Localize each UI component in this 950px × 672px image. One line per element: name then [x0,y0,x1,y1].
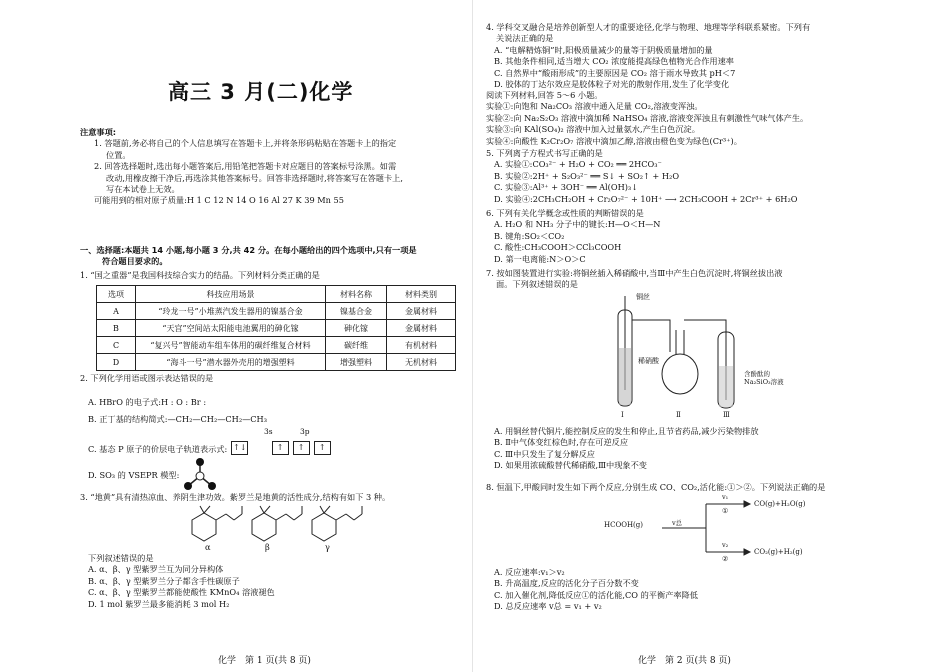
table-row [97,320,456,337]
page-fold [472,0,473,672]
q6-block [486,208,660,265]
q7-line: 7. 按如图装置进行实验:将铜丝插入稀硝酸中,当Ⅲ中产生白色沉淀时,将铜丝拔出液 [486,268,783,278]
q8-product-1: CO(g)+H₂O(g) [754,500,806,508]
q4-line: 4. 学科交叉融合是培养创新型人才的重要途径,化学与物理、地理等学科联系紧密。下列有 [486,22,811,32]
table-header-row [97,286,456,303]
q3-lead: 下列叙述错误的是 [88,553,154,563]
q5-line: A. 实验①:CO₃²⁻ + H₂O + CO₂ ══ 2HCO₃⁻ [494,159,662,170]
reagent-line: 含酚酞的 [744,370,770,378]
q3-option: B. α、β、γ 型紫罗兰分子都含手性碳原子 [88,575,240,586]
q2-option-a: A. HBrO 的电子式:H : O : Br : [88,397,207,407]
table-cell: D [97,354,136,371]
q4-line: B. 其他条件相同,适当增大 CO₂ 浓度能提高绿色植物光合作用速率 [494,56,734,67]
orbital-3s-label: 3s [264,427,273,436]
notice-heading: 注意事项: [80,127,117,137]
reading-line: 实验①:向饱和 Na₂CO₃ 溶液中通入足量 CO₂,溶液变浑浊。 [486,101,703,112]
table-cell: “复兴号”智能动车组车体用的碳纤维复合材料 [136,337,326,354]
q8-stem: 8. 恒温下,甲酸同时发生如下两个反应,分别生成 CO、CO₂,活化能:①＞②。下列说法正确的是 [486,482,826,492]
col-header: 选项 [97,286,136,303]
reading-line: 阅读下列材料,回答 5～6 小题。 [486,90,603,100]
vsepr-model-diagram [180,456,220,492]
page-title: 高三 3 月(二)化学 [168,80,354,104]
orbital-box-3p: ↑ [314,441,331,455]
q4-line: D. 胶体的丁达尔效应是胶体粒子对光的散射作用,发生了化学变化 [494,79,730,90]
q3-options [88,553,275,610]
q4-block [486,22,810,90]
q7-option: C. Ⅲ中只发生了复分解反应 [494,448,595,459]
notice-line: 2. 回答选择题时,选出每小题答案后,用铅笔把答题卡对应题目的答案标号涂黑。如需 [94,161,397,172]
q1-table [96,285,456,371]
reading-line: 实验④:向酸性 K₂Cr₂O₇ 溶液中滴加乙醇,溶液由橙色变为绿色(Cr³⁺)。 [486,135,742,146]
exam-page-1 [0,0,468,672]
notice-line: 位置。 [106,149,131,160]
section-line: 一、选择题:本题共 14 小题,每小题 3 分,共 42 分。在每小题给出的四个选项中,只有一项是 [80,245,417,255]
q2-option-d: D. SO₃ 的 VSEPR 模型: [88,470,180,480]
table-cell: “玲龙一号”小堆蒸汽发生器用的镍基合金 [136,303,326,320]
table-cell: 金属材料 [387,320,456,337]
q8-mark-2: ② [722,555,729,563]
tube-tag-3: Ⅲ [723,411,730,419]
q2-option-b: B. 正丁基的结构简式:—CH₂—CH₂—CH₂—CH₃ [88,414,267,424]
q3-option: A. α、β、γ 型紫罗兰互为同分异构体 [88,564,224,575]
table-cell: 有机材料 [387,337,456,354]
table-cell: “天宫”空间站太阳能电池翼用的砷化镓 [136,320,326,337]
q3-option: C. α、β、γ 型紫罗兰都能使酸性 KMnO₄ 溶液褪色 [88,587,275,598]
q6-line: D. 第一电离能:N＞O＞C [494,253,586,264]
notice-block [80,127,403,207]
q1-stem: 1. “国之重器”是我国科技综合实力的结晶。下列材料分类正确的是 [80,270,320,280]
q2-stem: 2. 下列化学用语或图示表达错误的是 [80,373,214,383]
reading-line: 实验③:向 KAl(SO₄)₂ 溶液中加入过量氨水,产生白色沉淀。 [486,124,700,135]
q2-option-c [88,437,331,456]
q8-reactant: HCOOH(g) [604,521,643,529]
table-cell: 无机材料 [387,354,456,371]
table-cell: 增强塑料 [326,354,387,371]
table-row [97,303,456,320]
section-heading [80,245,417,268]
table-cell: C [97,337,136,354]
q8-v2: v₂ [722,541,729,549]
q2-option-c-label: C. 基态 P 原子的价层电子轨道表示式: [88,444,228,454]
orbital-3p-label: 3p [300,427,310,436]
q4-line: A. “电解精炼铜”时,阳极质量减少的量等于阴极质量增加的量 [494,44,713,55]
q3-stem: 3. “地黄”具有清热凉血、养阴生津功效。紫罗兰是地黄的活性成分,结构有如下 3 种。 [80,492,391,502]
atomic-mass-line: 可能用到的相对原子质量:H 1 C 12 N 14 O 16 Al 27 K 39 Mn 55 [94,195,344,206]
orbital-box-3p: ↑ [272,441,289,455]
table-row [97,337,456,354]
notice-line: 1. 答题前,务必将自己的个人信息填写在答题卡上,并将条形码粘贴在答题卡上的指定 [94,138,397,149]
orbital-box-3p: ↑ [293,441,310,455]
q6-line: C. 酸性:CH₃COOH＞CCl₃COOH [494,242,622,253]
q8-v1: v₁ [722,493,729,501]
reagent-label [744,370,784,386]
q5-line: 5. 下列离子方程式书写正确的是 [486,148,603,158]
copper-wire-label: 铜丝 [636,293,650,301]
q8-option: D. 总反应速率 v总 = v₁ + v₂ [494,601,602,612]
q4-line: C. 自然界中“酸雨形成”的主要原因是 CO₂ 溶于雨水导致其 pH＜7 [494,67,736,78]
q7-line: 面。下列叙述错误的是 [496,279,578,290]
q7-stem [486,268,782,291]
orbital-box-3s: ↑↓ [231,441,248,455]
q8-option: B. 升高温度,反应的活化分子百分数不变 [494,578,639,589]
q8-option: A. 反应速率:v₁＞v₂ [494,567,565,577]
structure-label-beta: β [265,542,270,552]
q6-line: A. H₂O 和 NH₃ 分子中的键长:H—O＜H—N [494,219,661,230]
q7-options [494,426,759,472]
page-footer: 化学 第 2 页(共 8 页) [638,656,731,666]
q7-option: D. 如果用浓硫酸替代稀硝酸,Ⅲ中现象不变 [494,460,647,471]
section-line: 符合题目要求的。 [102,256,168,267]
q7-option: B. Ⅱ中气体变红棕色时,存在可逆反应 [494,437,629,448]
q7-apparatus-diagram [596,290,816,420]
q7-option: A. 用铜丝替代铜片,能控制反应的发生和停止,且节省药品,减少污染物排放 [494,426,759,436]
q8-product-2: CO₂(g)+H₂(g) [754,548,803,556]
q6-line: B. 键角:SO₂＜CO₂ [494,230,565,241]
structure-label-alpha: α [205,542,211,552]
q6-line: 6. 下列有关化学概念或性质的判断错误的是 [486,208,644,218]
reading-line: 实验②:向 Na₂S₂O₃ 溶液中滴加稀 NaHSO₄ 溶液,溶液变浑浊且有刺激性气味气体产生。 [486,112,809,123]
q5-line: B. 实验②:2H⁺ + S₂O₃²⁻ ══ S↓ + SO₂↑ + H₂O [494,170,680,181]
notice-line: 写在本试卷上无效。 [106,184,180,195]
reagent-line: Na₂SiO₃溶液 [744,378,784,386]
page-footer: 化学 第 1 页(共 8 页) [218,656,311,666]
table-cell: 金属材料 [387,303,456,320]
q8-option: C. 加入催化剂,降低反应①的活化能,CO 的平衡产率降低 [494,589,698,600]
q5-line: D. 实验④:2CH₃CH₂OH + Cr₂O₇²⁻ + 10H⁺ ⟶ 2CH₃COOH + 2Cr³⁺ + 6H₂O [494,193,798,204]
table-cell: 砷化镓 [326,320,387,337]
q8-options [494,567,698,613]
col-header: 材料类别 [387,286,456,303]
table-cell: B [97,320,136,337]
tube-tag-1: Ⅰ [621,411,624,419]
q5-block [486,148,797,205]
table-cell: “海斗一号”潜水器外壳用的增强塑料 [136,354,326,371]
flask-tag-2: Ⅱ [676,411,681,419]
col-header: 材料名称 [326,286,387,303]
notice-line: 改动,用橡皮擦干净后,再选涂其他答案标号。回答非选择题时,将答案写在答题卡上, [106,172,403,183]
table-cell: A [97,303,136,320]
table-cell: 镍基合金 [326,303,387,320]
reading-material [486,90,808,147]
q4-line: 关说法正确的是 [496,33,554,44]
q3-option: D. 1 mol 紫罗兰最多能消耗 3 mol H₂ [88,598,230,609]
col-header: 科技应用场景 [136,286,326,303]
structure-label-gamma: γ [325,542,330,552]
dilute-nitric-acid-label: 稀硝酸 [638,357,659,365]
table-row [97,354,456,371]
q8-mark-1: ① [722,507,729,515]
q5-line: C. 实验③:Al³⁺ + 3OH⁻ ══ Al(OH)₃↓ [494,182,639,193]
exam-page-2 [476,0,950,672]
table-cell: 碳纤维 [326,337,387,354]
q8-v-total: v总 [672,519,683,527]
